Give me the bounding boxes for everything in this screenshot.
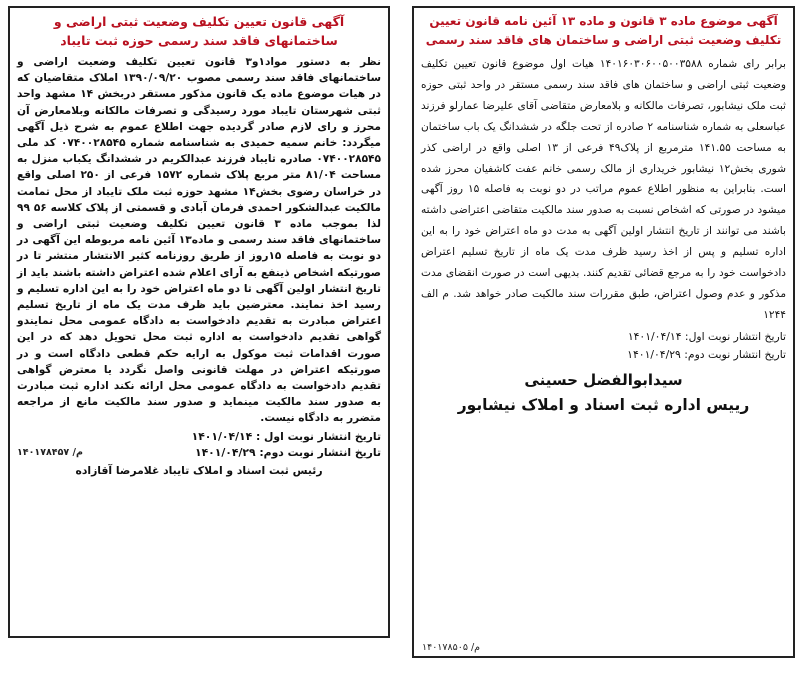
right-notice-code: م/ ۱۴۰۱۷۸۵۰۵: [422, 642, 481, 653]
right-notice-title: [420, 12, 787, 50]
left-notice-code: م/ ۱۴۰۱۷۸۴۵۷: [17, 446, 83, 458]
right-date-first: تاریخ انتشار نوبت اول: ۱۴۰۱/۰۴/۱۴: [627, 329, 786, 343]
right-notice-dates: [421, 328, 786, 364]
right-signer-name: سیدابوالفضل حسینی: [524, 370, 683, 389]
right-date-second: تاریخ انتشار نوبت دوم: ۱۴۰۱/۰۴/۲۹: [627, 347, 786, 361]
left-date-second: تاریخ انتشار نوبت دوم: ۱۴۰۱/۰۴/۲۹: [194, 445, 381, 459]
left-title-line1: آگهی قانون تعیین تکلیف وضعیت ثبتی اراضی و: [53, 14, 345, 29]
left-notice-body: نظر به دستور مواد۱و۳ قانون تعیین تکلیف وضعیت اراضی و ساختمانهای فاقد سند رسمی مصوب ۱۳۹۰/۰۹/۲۰ املاک متقاضیان که در هیات موضوع ماده یک قانون مذکور مستقر دربخش ۱۴ مشهد واحد ثبتی شهرستان تایباد مورد رسیدگی و تصرفات مالکانه وبلامعارض آن محرز و رای لازم صادر گردیده جهت اطلاع عموم به شرح ذیل آگهی میگردد: خانم سمیه حمیدی به شناسنامه شماره ۰۷۴۰۰۲۸۵۴۵ کد ملی ۰۷۴۰۰۲۸۵۴۵ صادره تایباد فرزند عبدالکریم در ششدانگ یکباب منزل به مساحت ۸۱/۰۴ متر مربع پلاک شماره ۱۵۷۲ فرعی از ۲۵۰ اصلی واقع در خراسان رضوی بخش۱۴ مشهد حوزه ثبت ملک تایباد از محل تمامت مالکیت عبدالشکور احمدی فرمان آبادی و قسمتی از پلاک کلاسه ۵۶ ۹۹ لذا بموجب ماده ۳ قانون تعیین تکلیف وضعیت ثبتی اراضی و ساختمانهای فاقد سند رسمی و ماده۱۳ آئین نامه مربوطه این آگهی در دو نوبت به فاصله ۱۵روز از طریق روزنامه کثیر الانتشار منتشر تا در صورتیکه اشخاص ذینفع به آرای اعلام شده اعتراض داشته باشند باید از تاریخ انتشار اولین آگهی تا دو ماه اعتراض خود را به این اداره تسلیم و رسید اخذ نمایند. معترضین باید ظرف مدت یک ماه از تاریخ تسلیم اعتراض مبادرت به تقدیم دادخواست به دادگاه عمومی محل نمایندو گواهی تقدیم دادخواست به اداره ثبت محل تحویل دهد که در این صورت اقدامات ثبت موکول به ارایه حکم قطعی دادگاه است و در صورتیکه اعتراض در مهلت قانونی واصل نگردد یا معترض گواهی تقدیم دادخواست به دادگاه عمومی محل ارائه نکند اداره ثبت مبادرت به صدور سند مالکیت مینماید و صدور سند مالکیت مانع از مراجعه متضرر به دادگاه نیست.: [17, 56, 382, 425]
right-signer-title: رییس اداره ثبت اسناد و املاک نیشابور: [457, 395, 750, 414]
left-date-first: تاریخ انتشار نوبت اول : ۱۴۰۱/۰۴/۱۴: [191, 429, 381, 443]
left-signature: رئیس ثبت اسناد و املاک تایباد غلامرضا آقازاده: [75, 463, 323, 477]
right-notice: [412, 6, 795, 658]
left-notice: [8, 6, 390, 638]
right-notice-body: برابر رای شماره ۱۴۰۱۶۰۳۰۶۰۰۵۰۰۳۵۸۸ هیات اول موضوع قانون تعیین تکلیف وضعیت ثبتی اراضی و ساختمان های فاقد سند رسمی مستقر در واحد ثبتی حوزه ثبت ملک نیشابور، تصرفات مالکانه و بلامعارض متقاضی آقای علیرضا عمارلو فرزند عباسعلی به شماره شناسنامه ۲ صادره از تحت جلگه در ششدانگ یک باب ساختمان به مساحت ۱۴۱.۵۵ مترمربع از پلاک۴۹ فرعی از ۱۳ اصلی واقع در اراضی کذر شوری بخش۱۲ نیشابور خریداری از مالک رسمی خانم عفت کاشفیان محرز شده است. بنابراین به منظور اطلاع عموم مراتب در دو نوبت به فاصله ۱۵ روز آگهی میشود در صورتی که اشخاص نسبت به صدور سند مالکیت متقاضی اعتراضی داشته باشند می توانند از تاریخ انتشار اولین آگهی به مدت دو ماه اعتراض خود را به این اداره تسلیم و پس از اخذ رسید ظرف مدت یک ماه از تاریخ تسلیم اعتراض دادخواست خود را به مرجع قضائی تقدیم کنند. بدیهی است در صورت انقضای مدت مذکور و عدم وصول اعتراض، طبق مقررات سند مالکیت صادر خواهد شد. م الف ۱۲۴۴: [421, 58, 787, 321]
right-title-line1: آگهی موضوع ماده ۳ قانون و ماده ۱۳ آئین نامه قانون تعیین: [429, 14, 778, 28]
left-date-second-row: [17, 445, 381, 461]
left-notice-dates: [17, 429, 381, 461]
left-title-line2: ساختمانهای فاقد سند رسمی حوزه ثبت تایباد: [60, 33, 338, 48]
left-notice-title: [16, 12, 382, 50]
right-title-line2: تکلیف وضعیت ثبتی اراضی و ساختمان های فاقد سند رسمی: [425, 33, 782, 47]
